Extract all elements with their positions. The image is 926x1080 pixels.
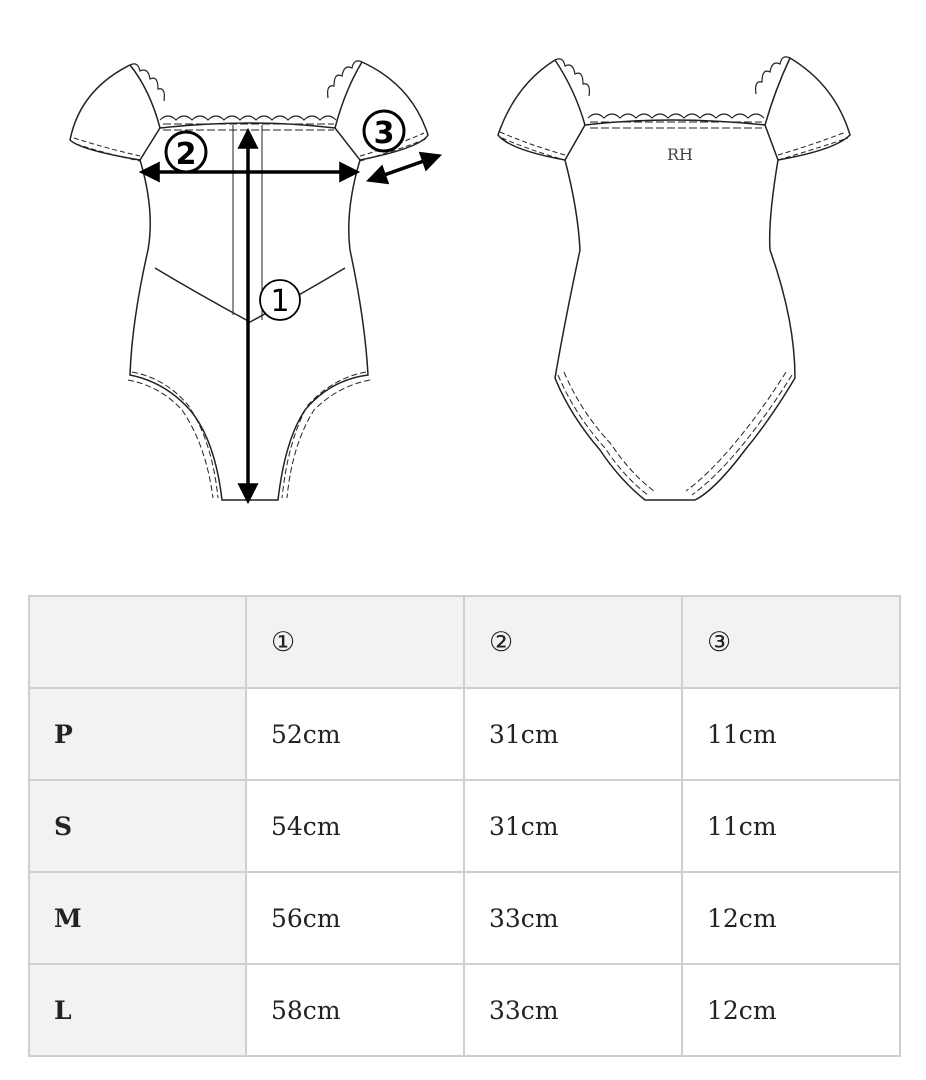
size-label: L — [29, 964, 246, 1056]
table-cell: 56cm — [246, 872, 464, 964]
table-cell: 11cm — [682, 688, 900, 780]
table-row — [29, 688, 900, 780]
table-row — [29, 872, 900, 964]
back-leotard — [498, 57, 850, 500]
table-cell: 58cm — [246, 964, 464, 1056]
header-measure-2: ② — [464, 596, 682, 688]
table-row — [29, 964, 900, 1056]
table-cell: 11cm — [682, 780, 900, 872]
svg-text:2: 2 — [175, 137, 197, 172]
header-measure-1: ① — [246, 596, 464, 688]
table-cell: 31cm — [464, 688, 682, 780]
table-header-row — [29, 596, 900, 688]
label-2 — [166, 132, 206, 172]
svg-text:3: 3 — [373, 116, 395, 151]
table-cell: 33cm — [464, 872, 682, 964]
table-cell: 33cm — [464, 964, 682, 1056]
size-label: S — [29, 780, 246, 872]
svg-text:1: 1 — [270, 284, 290, 319]
label-3 — [364, 111, 404, 151]
label-1 — [260, 280, 300, 320]
size-label: P — [29, 688, 246, 780]
size-label: M — [29, 872, 246, 964]
header-measure-3: ③ — [682, 596, 900, 688]
back-logo-tag: RH — [667, 145, 693, 164]
size-chart-table — [28, 595, 901, 1057]
table-cell: 54cm — [246, 780, 464, 872]
header-corner — [29, 596, 246, 688]
table-cell: 12cm — [682, 872, 900, 964]
table-cell: 12cm — [682, 964, 900, 1056]
table-cell: 52cm — [246, 688, 464, 780]
table-cell: 31cm — [464, 780, 682, 872]
table-row — [29, 780, 900, 872]
